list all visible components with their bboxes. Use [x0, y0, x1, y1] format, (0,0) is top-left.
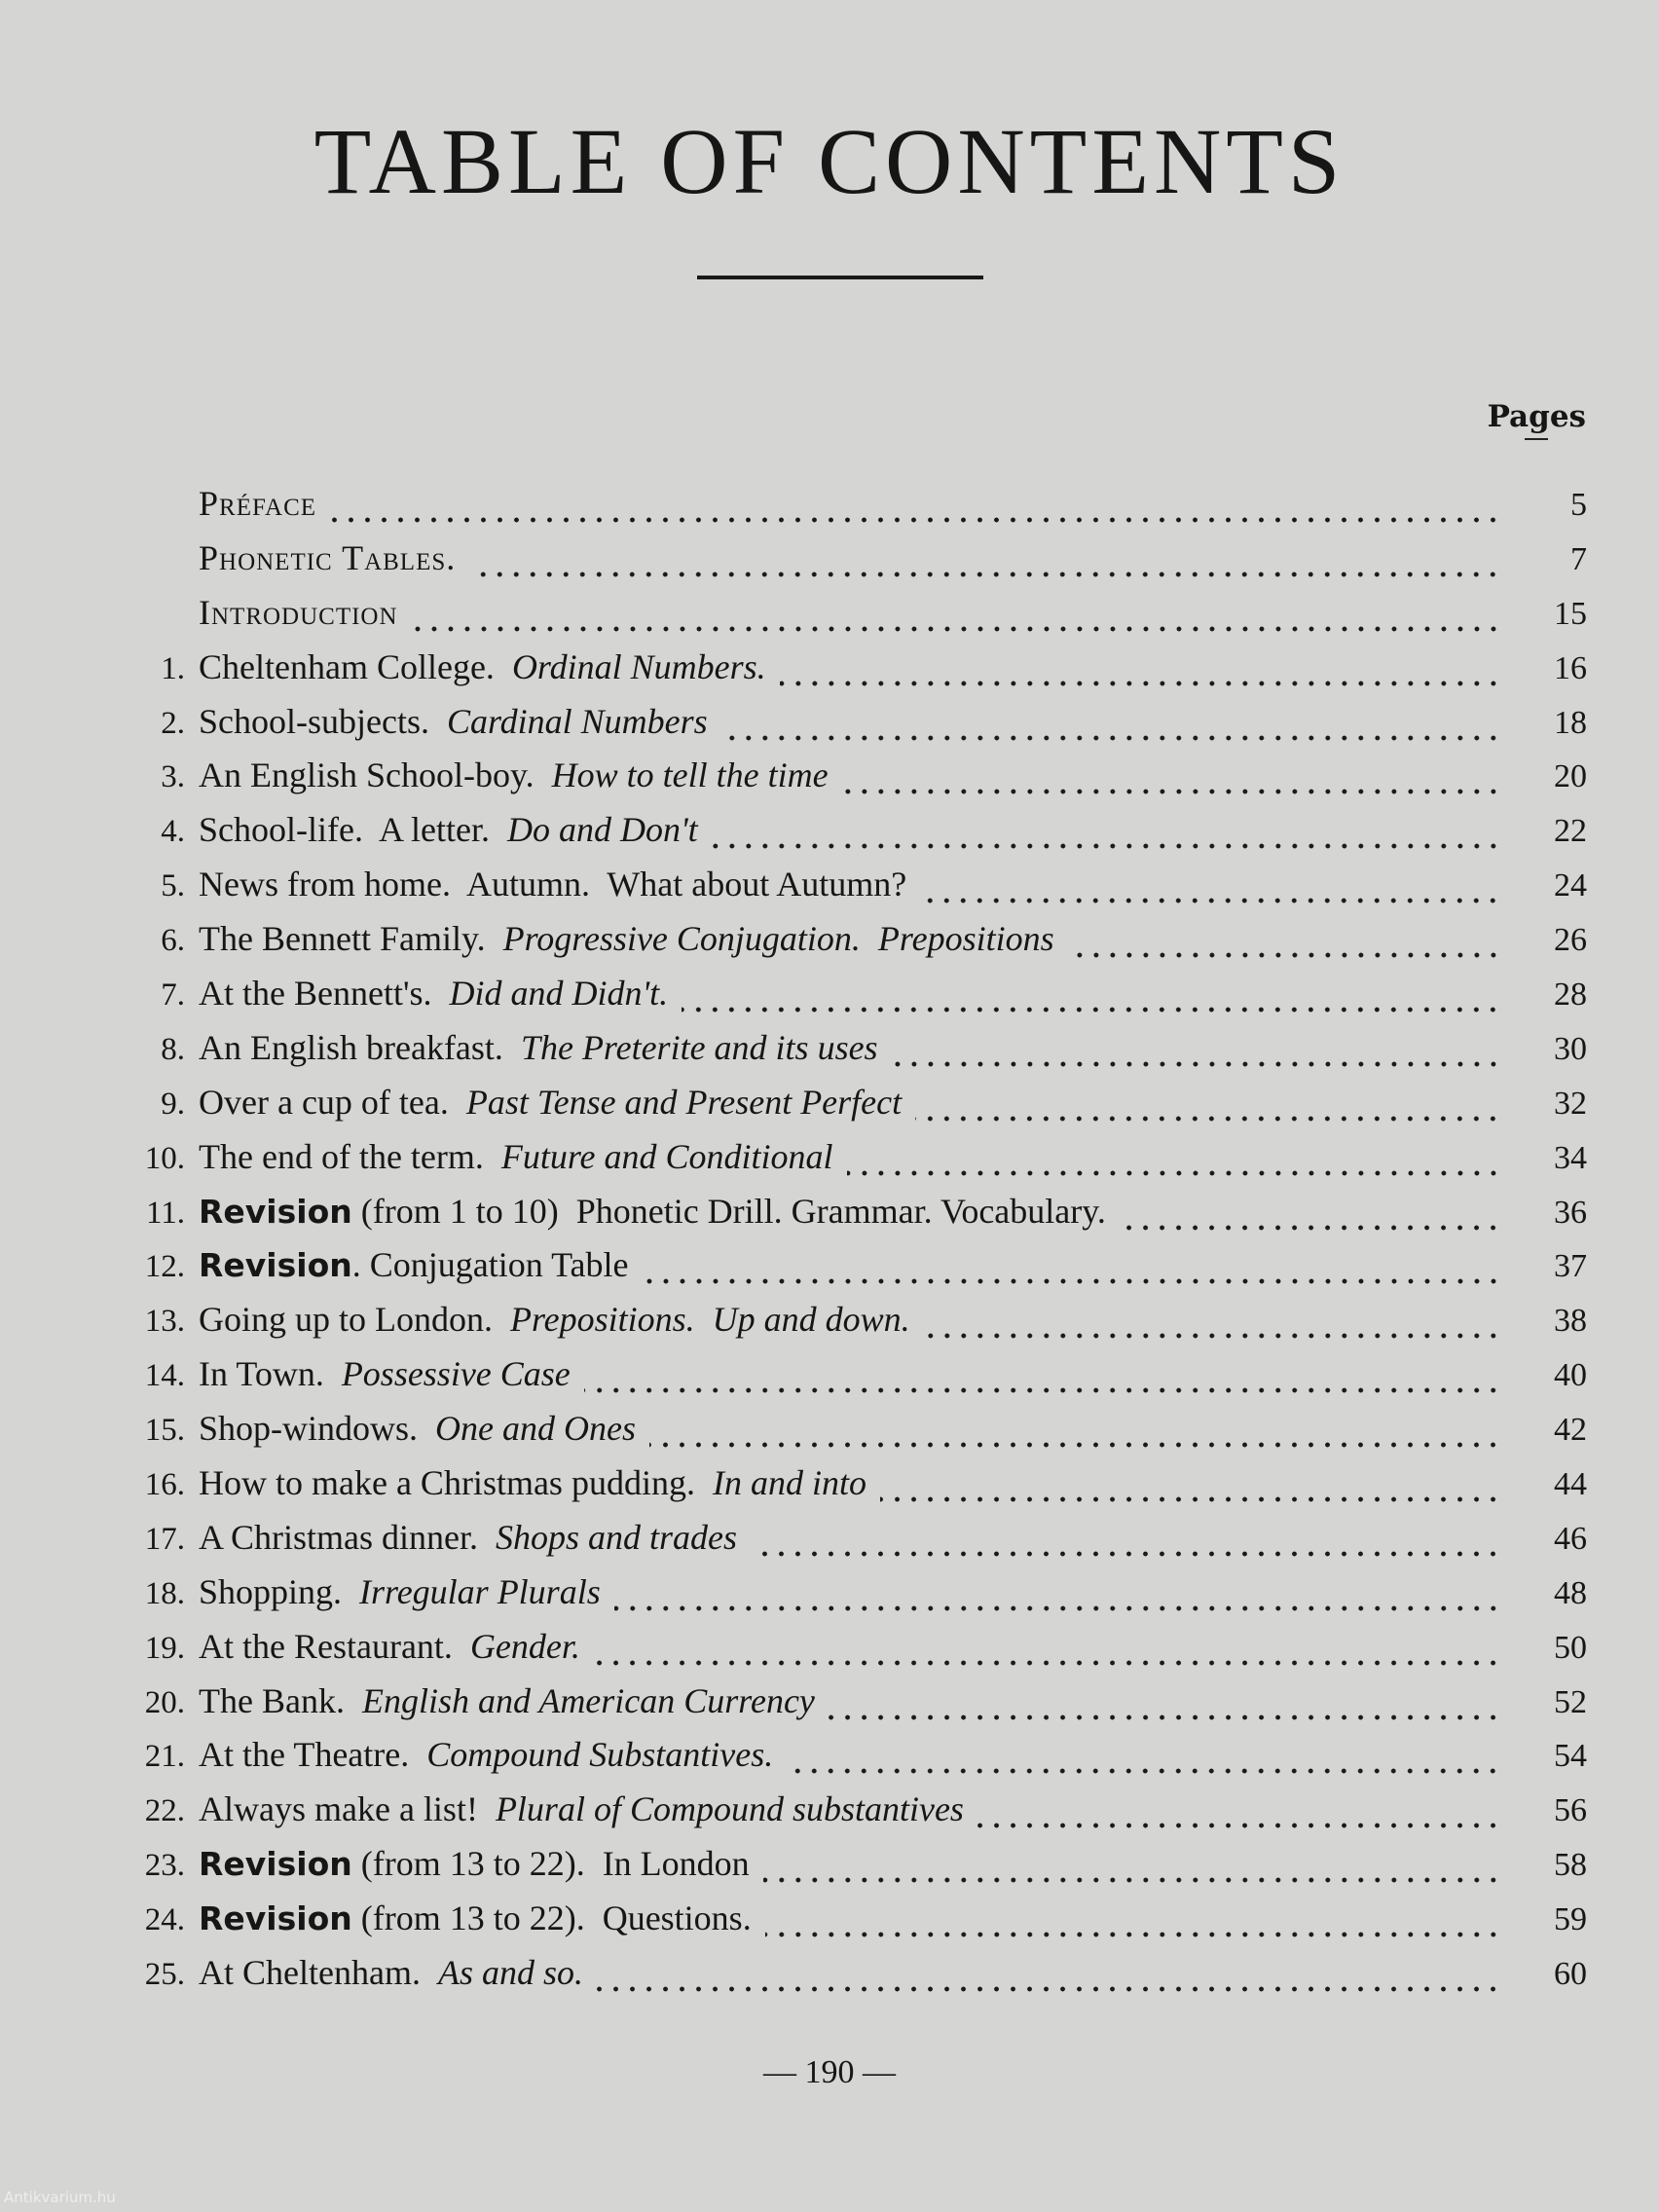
entry-title-part: School-subjects.	[199, 701, 447, 741]
entry-number: 22.	[144, 1793, 185, 1829]
entry-page: 59	[1554, 1901, 1587, 1938]
entry-title-part: News from home. Autumn. What about Autumn?	[199, 865, 907, 904]
entry-page: 5	[1570, 487, 1587, 523]
entry-number: 3.	[161, 759, 185, 795]
toc-entry	[97, 483, 1587, 537]
entry-title-part: Did and Didn't.	[449, 974, 669, 1014]
entry-title-part: Progressive Conjugation. Prepositions	[502, 919, 1054, 959]
entry-title-part: Over a cup of tea.	[199, 1082, 466, 1122]
entry-page: 37	[1554, 1248, 1587, 1285]
entry-title-part: Compound Substantives.	[426, 1735, 774, 1775]
entry-title-part: Introduction	[199, 592, 398, 632]
entry-number: 8.	[161, 1031, 185, 1067]
dot-leader	[594, 1660, 1501, 1666]
entry-number: 7.	[161, 977, 185, 1014]
entry-title-part: Going up to London.	[199, 1300, 510, 1340]
entry-page: 50	[1554, 1629, 1587, 1666]
dot-leader	[469, 571, 1501, 577]
entry-title-part: Shop-windows.	[199, 1409, 436, 1449]
entry-page: 26	[1554, 922, 1587, 959]
entry-title-part: One and Ones	[435, 1409, 636, 1449]
entry-page: 28	[1554, 977, 1587, 1014]
entry-page: 40	[1554, 1357, 1587, 1394]
entry-page: 16	[1554, 649, 1587, 686]
entry-title	[199, 701, 708, 742]
toc-entry	[97, 1952, 1587, 2007]
toc-entry	[97, 1571, 1587, 1626]
toc-entry	[97, 1244, 1587, 1299]
entry-title	[199, 1626, 580, 1667]
dot-leader	[765, 1932, 1501, 1937]
toc-entry	[97, 1408, 1587, 1462]
entry-number: 4.	[161, 814, 185, 850]
dot-leader	[915, 1116, 1501, 1122]
entry-page: 48	[1554, 1574, 1587, 1611]
entry-title	[199, 1680, 815, 1721]
dot-leader	[880, 1496, 1501, 1502]
entry-number: 23.	[144, 1848, 185, 1884]
entry-title	[199, 1353, 571, 1394]
entry-page: 38	[1554, 1303, 1587, 1340]
entry-title-part: An English breakfast.	[199, 1027, 521, 1067]
entry-title-part: Shopping.	[199, 1571, 360, 1611]
entry-number: 20.	[144, 1684, 185, 1720]
entry-title	[199, 864, 906, 904]
entry-title-part: Past Tense and Present Perfect	[465, 1082, 903, 1122]
watermark: Antikvarium.hu	[4, 2189, 116, 2206]
entry-title-part: As and so.	[437, 1953, 583, 1993]
entry-page: 60	[1554, 1956, 1587, 1993]
entry-title	[199, 1843, 750, 1884]
entry-page: 7	[1570, 540, 1587, 577]
entry-title	[199, 1191, 1106, 1232]
entry-number: 16.	[144, 1467, 185, 1503]
entry-title-part: Cheltenham College.	[199, 646, 512, 686]
toc-entry	[97, 1517, 1587, 1571]
entry-title-part: Préface	[199, 484, 317, 523]
entry-page: 46	[1554, 1520, 1587, 1557]
dot-leader	[649, 1442, 1501, 1448]
entry-number: 25.	[144, 1957, 185, 1993]
entry-title	[199, 646, 766, 687]
entry-page: 32	[1554, 1085, 1587, 1122]
entry-number: 5.	[161, 868, 185, 904]
entry-title-part: Revision	[199, 1899, 352, 1938]
entry-number: 15.	[144, 1413, 185, 1449]
entry-page: 20	[1554, 758, 1587, 795]
entry-page: 52	[1554, 1683, 1587, 1720]
entry-page: 58	[1554, 1847, 1587, 1884]
dot-leader	[829, 1714, 1501, 1720]
entry-title-part: The Preterite and its uses	[520, 1027, 878, 1067]
entry-title-part: School-life. A letter.	[199, 810, 507, 850]
entry-title	[199, 755, 829, 795]
entry-number: 6.	[161, 923, 185, 959]
entry-title-part: How to make a Christmas pudding.	[199, 1463, 713, 1503]
toc-entry	[97, 1136, 1587, 1191]
entry-number: 9.	[161, 1086, 185, 1122]
entry-title	[199, 1136, 833, 1177]
entry-page: 30	[1554, 1030, 1587, 1067]
dot-leader	[763, 1877, 1501, 1883]
entry-page: 18	[1554, 704, 1587, 741]
toc-entry	[97, 592, 1587, 646]
toc-entry	[97, 1191, 1587, 1245]
entry-title-part: How to tell the time	[551, 756, 829, 795]
entry-number: 19.	[144, 1630, 185, 1666]
entry-number: 13.	[144, 1304, 185, 1340]
dot-leader	[412, 626, 1501, 632]
toc-entry	[97, 864, 1587, 918]
entry-title	[199, 1027, 878, 1068]
dot-leader	[1068, 952, 1501, 958]
entry-number: 12.	[144, 1249, 185, 1285]
entry-title-part: Future and Conditional	[500, 1136, 833, 1176]
entry-title-part: Gender.	[469, 1626, 580, 1666]
toc-entry	[97, 1788, 1587, 1843]
entry-title-part: Shops and trades	[496, 1517, 738, 1557]
toc-entry	[97, 1353, 1587, 1408]
entry-page: 24	[1554, 867, 1587, 904]
dot-leader	[597, 1986, 1501, 1992]
toc-entry	[97, 1680, 1587, 1735]
title-rule	[697, 276, 983, 279]
toc-entry	[97, 1898, 1587, 1952]
toc-entry	[97, 1299, 1587, 1353]
dot-leader	[842, 789, 1501, 794]
entry-title-part: At Cheltenham.	[199, 1953, 438, 1993]
entry-title-part: The Bennett Family.	[199, 919, 503, 959]
entry-title-part: Revision	[199, 1246, 352, 1285]
entry-title	[199, 1788, 964, 1829]
entry-title-part: Irregular Plurals	[359, 1571, 601, 1611]
entry-title-part: Plural of Compound substantives	[495, 1789, 964, 1829]
dot-leader	[892, 1061, 1501, 1067]
entry-title-part: Prepositions. Up and down.	[510, 1300, 910, 1340]
entry-title	[199, 809, 698, 850]
entry-title-part: Always make a list!	[199, 1789, 496, 1829]
toc-entry	[97, 1082, 1587, 1136]
dot-leader	[920, 898, 1501, 903]
dot-leader	[682, 1007, 1501, 1013]
entry-title	[199, 1462, 866, 1503]
entry-title-part: (from 13 to 22). In London	[351, 1844, 750, 1884]
dot-leader	[614, 1605, 1501, 1611]
entry-page: 34	[1554, 1139, 1587, 1176]
entry-title-part: Possessive Case	[341, 1354, 571, 1394]
entry-title	[199, 1244, 629, 1285]
entry-title-part: Phonetic Tables.	[199, 537, 457, 577]
entry-title	[199, 918, 1054, 959]
entry-title	[199, 1517, 737, 1558]
entry-title	[199, 537, 456, 578]
toc-entry	[97, 1027, 1587, 1082]
dot-leader	[584, 1387, 1501, 1393]
dot-leader	[643, 1278, 1501, 1284]
entry-title-part: An English School-boy.	[199, 756, 552, 795]
dot-leader	[780, 681, 1501, 686]
entry-title	[199, 1299, 910, 1340]
entry-title	[199, 973, 668, 1014]
pages-column-header: Pages	[1488, 399, 1586, 440]
entry-number: 24.	[144, 1902, 185, 1938]
toc-entry	[97, 1462, 1587, 1517]
entry-title-part: The Bank.	[199, 1680, 362, 1720]
dot-leader	[787, 1768, 1501, 1774]
toc-entry	[97, 537, 1587, 592]
entry-title	[199, 1571, 601, 1612]
toc-entry	[97, 755, 1587, 809]
dot-leader	[721, 735, 1501, 741]
entry-title-part: (from 13 to 22). Questions.	[351, 1899, 752, 1938]
entry-title-part: At the Restaurant.	[199, 1626, 470, 1666]
toc-entry	[97, 1843, 1587, 1898]
entry-title	[199, 592, 398, 633]
toc-entry	[97, 918, 1587, 973]
entry-title-part: Cardinal Numbers	[446, 701, 708, 741]
toc-entry	[97, 646, 1587, 701]
entry-page: 36	[1554, 1194, 1587, 1231]
toc-entry	[97, 1626, 1587, 1680]
entry-title	[199, 1734, 773, 1775]
entry-number: 21.	[144, 1739, 185, 1775]
dot-leader	[330, 517, 1501, 523]
entry-title-part: Do and Don't	[506, 810, 698, 850]
dot-leader	[847, 1170, 1501, 1176]
entry-page: 42	[1554, 1412, 1587, 1449]
dot-leader	[712, 843, 1501, 849]
entry-number: 17.	[144, 1521, 185, 1557]
entry-number: 18.	[144, 1575, 185, 1611]
entry-title-part: Ordinal Numbers.	[511, 646, 766, 686]
entry-title-part: English and American Currency	[361, 1680, 815, 1720]
entry-title-part: . Conjugation Table	[351, 1245, 629, 1285]
dot-leader	[1120, 1225, 1501, 1231]
entry-title	[199, 483, 316, 524]
entry-number: 11.	[145, 1195, 185, 1231]
entry-page: 56	[1554, 1792, 1587, 1829]
toc-entry	[97, 973, 1587, 1027]
dot-leader	[924, 1333, 1501, 1339]
toc-entry	[97, 1734, 1587, 1788]
entry-page: 22	[1554, 813, 1587, 850]
entry-title	[199, 1952, 583, 1993]
entry-page: 54	[1554, 1738, 1587, 1775]
entry-title-part: In Town.	[199, 1354, 342, 1394]
page-number: — 190 —	[763, 2054, 896, 2090]
entry-number: 1.	[161, 650, 185, 686]
entry-title-part: At the Bennett's.	[199, 974, 450, 1014]
entry-title-part: A Christmas dinner.	[199, 1517, 496, 1557]
dot-leader	[751, 1551, 1501, 1557]
entry-page: 44	[1554, 1466, 1587, 1503]
entry-title	[199, 1082, 902, 1123]
entry-title	[199, 1898, 752, 1938]
toc-entry	[97, 701, 1587, 756]
entry-title-part: Revision	[199, 1845, 352, 1884]
entry-title-part: The end of the term.	[199, 1136, 501, 1176]
entry-title-part: Revision	[199, 1192, 352, 1231]
page-title: TABLE OF CONTENTS	[313, 109, 1346, 213]
contents-list	[97, 483, 1587, 2007]
entry-title	[199, 1408, 636, 1449]
dot-leader	[977, 1823, 1501, 1828]
entry-number: 14.	[144, 1358, 185, 1394]
entry-title-part: (from 1 to 10) Phonetic Drill. Grammar. Vocabulary.	[351, 1191, 1106, 1231]
toc-entry	[97, 809, 1587, 864]
entry-number: 10.	[144, 1140, 185, 1176]
entry-page: 15	[1554, 595, 1587, 632]
entry-title-part: In and into	[712, 1463, 866, 1503]
entry-title-part: At the Theatre.	[199, 1735, 427, 1775]
entry-number: 2.	[161, 705, 185, 741]
